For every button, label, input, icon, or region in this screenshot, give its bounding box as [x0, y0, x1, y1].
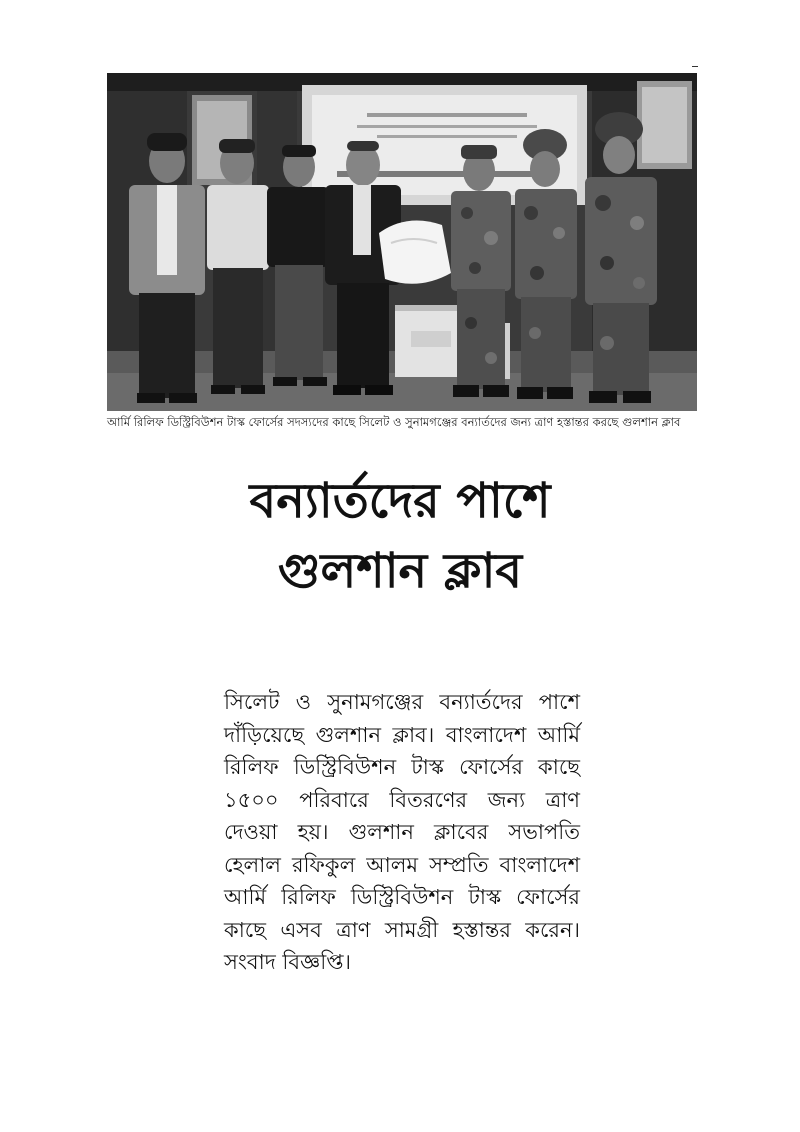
photo-relief-handover-icon: [107, 73, 697, 411]
article-body: সিলেট ও সুনামগঞ্জের বন্যার্তদের পাশে দাঁড়িয়েছে গুলশান ক্লাব। বাংলাদেশ আর্মি রিলিফ ডিস্ট্রিবিউশন টাস্ক ফোর্সের কাছে ১৫০০ পরিবারে বিতরণের জন্য ত্রাণ দেওয়া হয়। গুলশান ক্লাবের সভাপতি হেলাল রফিকুল আলম সম্প্রতি বাংলাদেশ আর্মি রিলিফ ডিস্ট্রিবিউশন টাস্ক ফোর্সের কাছে এসব ত্রাণ সামগ্রী হস্তান্তর করেন। সংবাদ বিজ্ঞপ্তি।: [224, 690, 580, 974]
headline: বন্যার্তদের পাশে গুলশান ক্লাব: [249, 473, 551, 599]
photo-caption: আর্মি রিলিফ ডিস্ট্রিবিউশন টাস্ক ফোর্সের সদস্যদের কাছে সিলেট ও সুনামগঞ্জের বন্যার্তদের জন্য ত্রাণ হস্তান্তর করছে গুলশান ক্লাব: [107, 415, 681, 429]
corner-mark: [692, 66, 698, 71]
news-photo: [107, 73, 697, 411]
